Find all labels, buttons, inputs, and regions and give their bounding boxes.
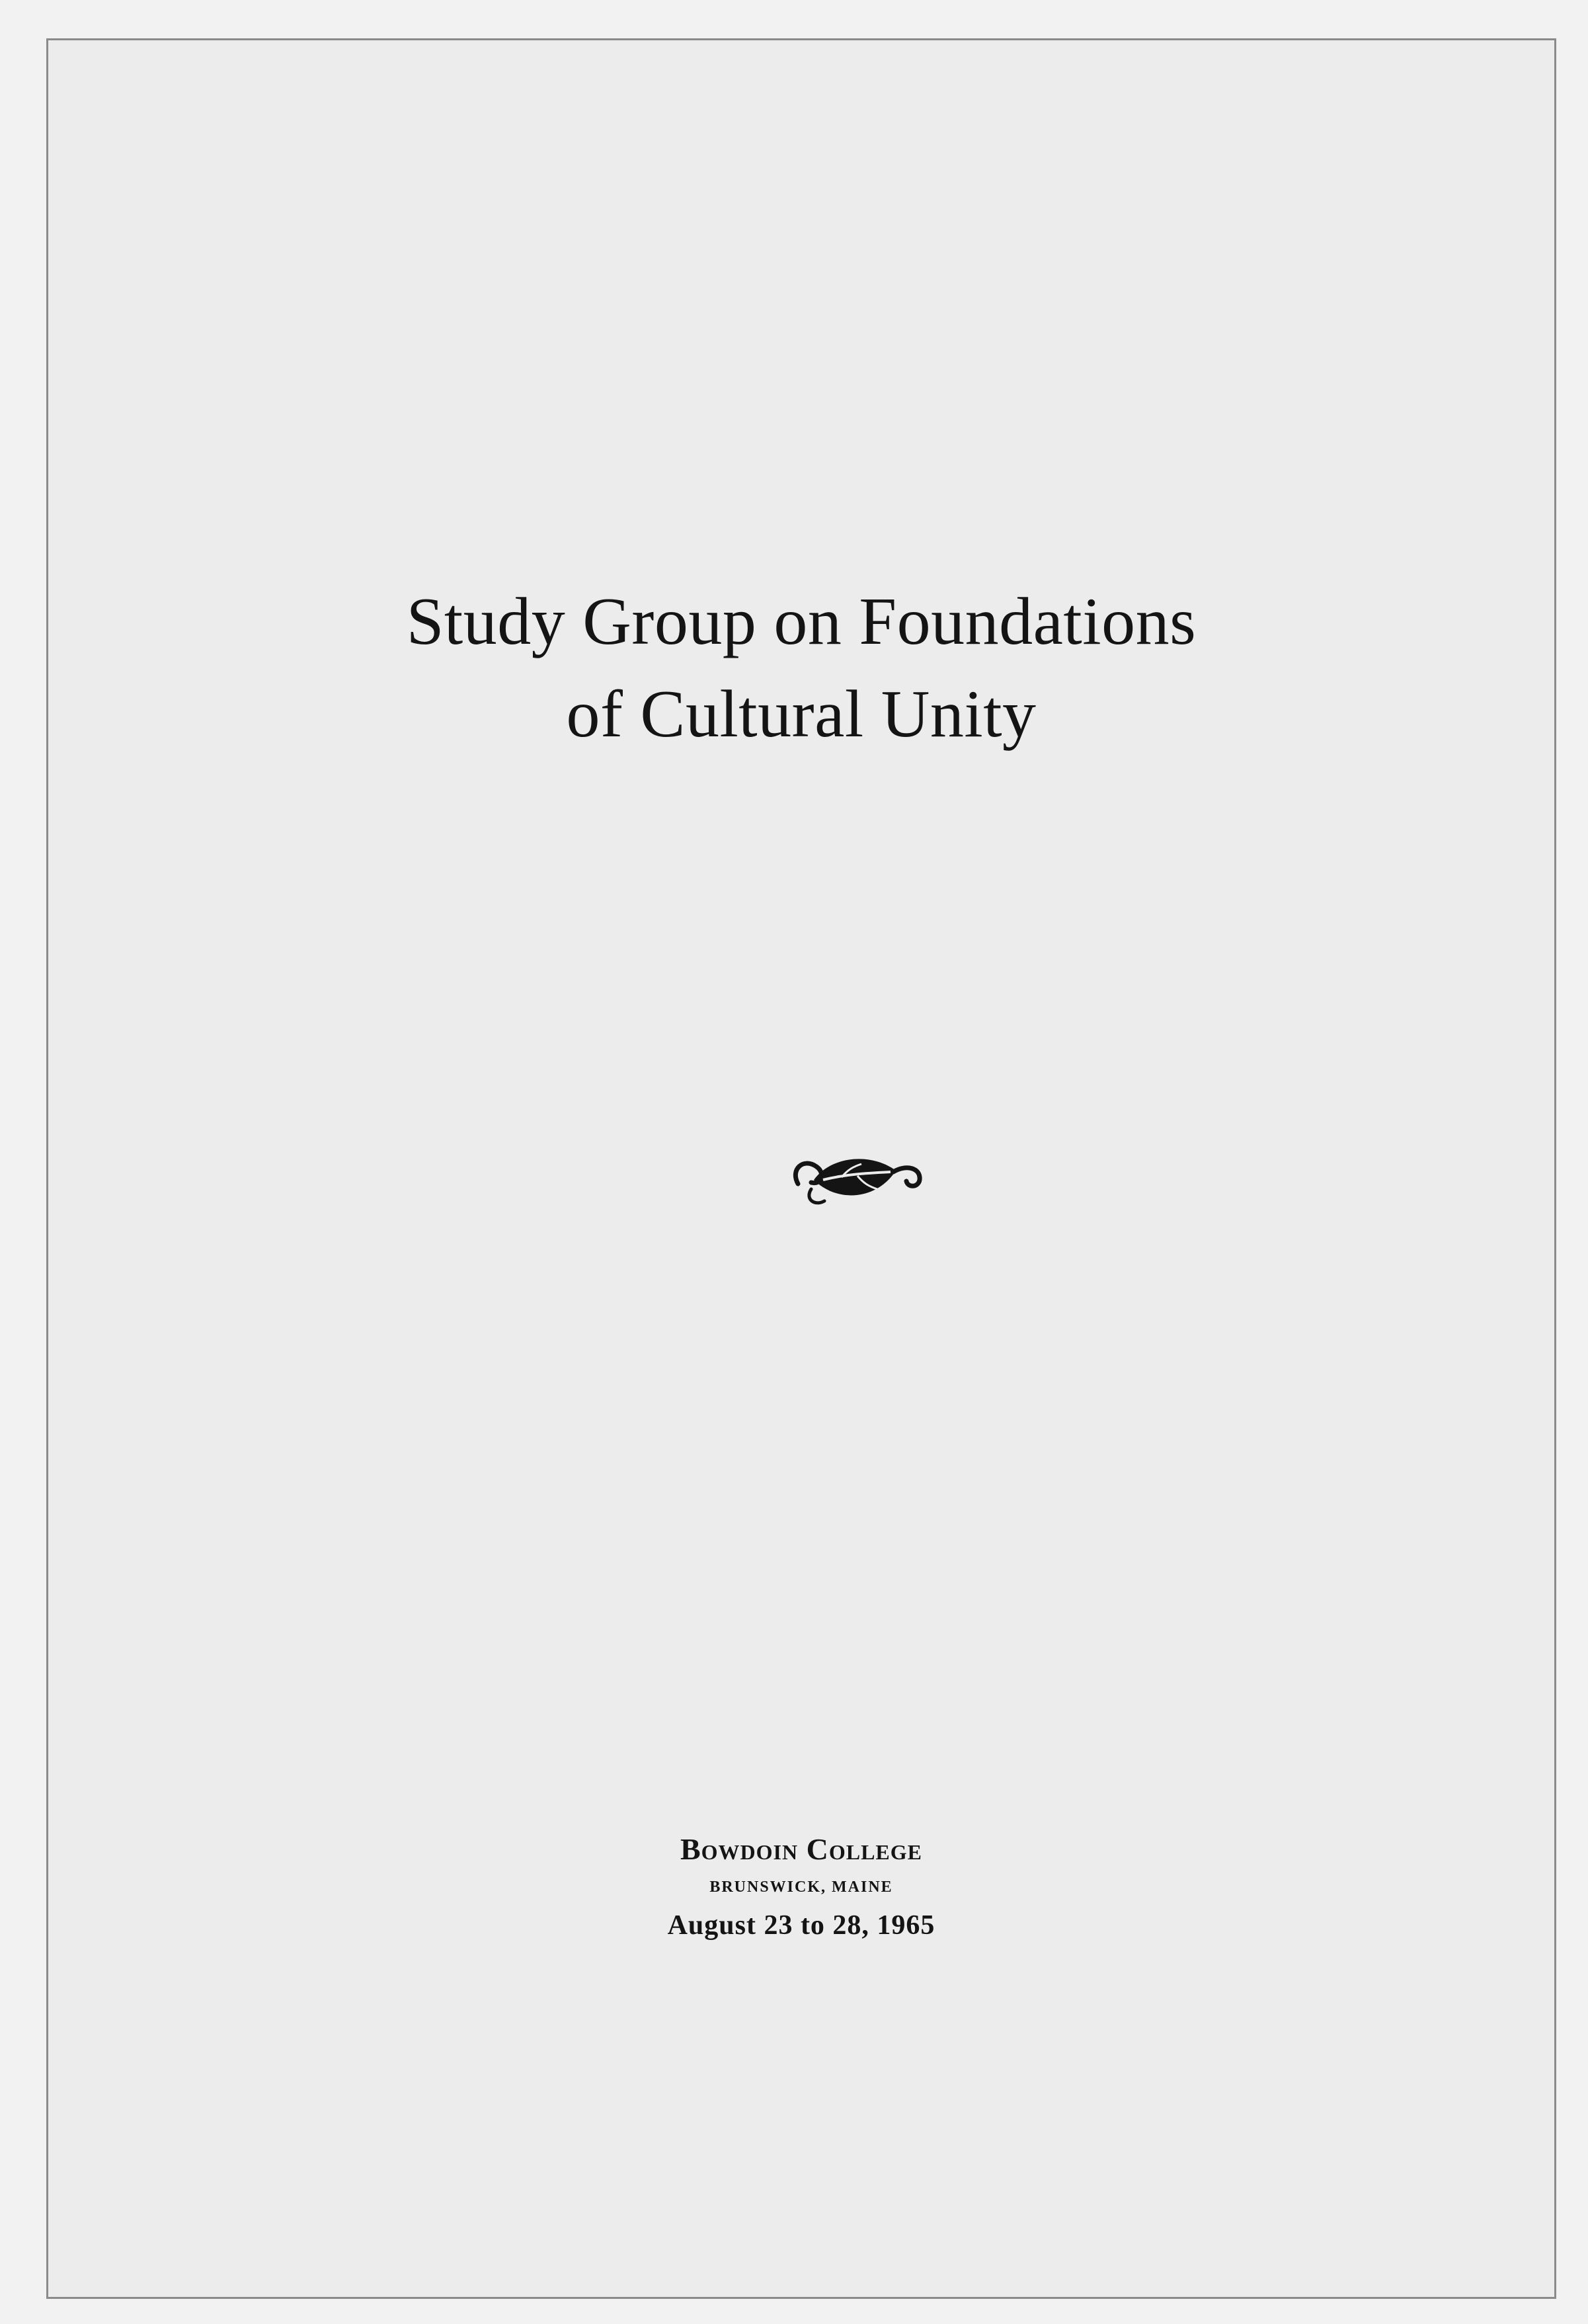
city-name: BRUNSWICK, MAINE [709,1879,893,1896]
event-dates: August 23 to 28, 1965 [667,1910,935,1941]
leaf-ornament-icon [785,1143,930,1216]
college-name: Bowdoin College [680,1832,922,1866]
page-title [48,576,1554,761]
document-page [46,38,1556,2299]
title-line-1: Study Group on Foundations [406,584,1197,659]
publication-info [48,1828,1554,1947]
title-line-2: of Cultural Unity [566,677,1037,752]
